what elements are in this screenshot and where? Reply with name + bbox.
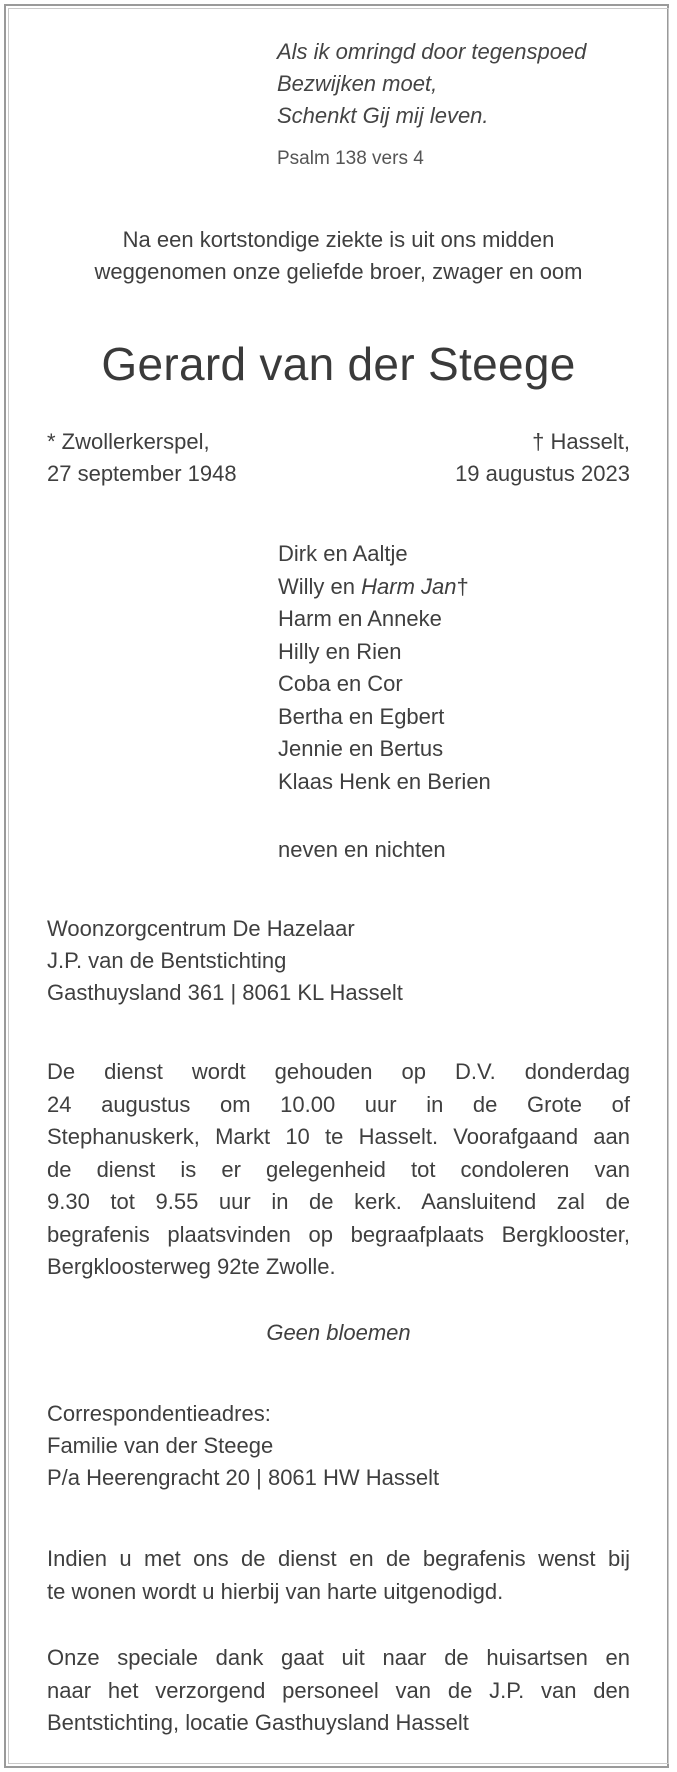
correspondence-address — [47, 1398, 439, 1494]
poem-quote — [277, 36, 586, 132]
address-line: J.P. van de Bentstichting — [47, 948, 287, 973]
invitation-text — [47, 1543, 630, 1608]
service-line: de dienst is er gelegenheid tot condoleren van — [47, 1156, 630, 1182]
birth-date: 27 september 1948 — [47, 461, 237, 486]
service-line: begrafenis plaatsvinden op begraafplaats Bergklooster, — [47, 1221, 630, 1247]
correspondence-line: Correspondentieadres: — [47, 1401, 271, 1426]
service-line: Stephanuskerk, Markt 10 te Hasselt. Voorafgaand aan — [47, 1124, 630, 1149]
family-member: Coba en Cor — [278, 671, 403, 696]
family-member — [278, 571, 491, 604]
family-member: Bertha en Egbert — [278, 703, 445, 729]
poem-line: Schenkt Gij mij leven. — [277, 103, 489, 128]
deceased-family-member: Harm Jan — [361, 573, 457, 599]
invitation-line: Indien u met ons de dienst en de begrafenis wenst bij — [47, 1546, 630, 1571]
thanks-line: Bentstichting, locatie Gasthuysland Hasselt — [47, 1710, 469, 1735]
invitation-line: te wonen wordt u hierbij van harte uitgenodigd. — [47, 1578, 504, 1604]
correspondence-line: Familie van der Steege — [47, 1433, 274, 1458]
address-line: Woonzorgcentrum De Hazelaar — [47, 916, 355, 941]
death-place: † Hasselt, — [532, 429, 630, 454]
thanks-text — [47, 1642, 630, 1740]
family-member: Jennie en Bertus — [278, 736, 444, 761]
intro-line: weggenomen onze geliefde broer, zwager en oom — [94, 259, 583, 284]
deceased-name: Gerard van der Steege — [101, 338, 576, 390]
service-line: Bergkloosterweg 92te Zwolle. — [47, 1254, 336, 1279]
family-list — [278, 538, 491, 798]
care-home-address — [47, 913, 403, 1009]
birth-place: * Zwollerkerspel, — [47, 429, 210, 454]
poem-line: Als ik omringd door tegenspoed — [277, 39, 587, 64]
thanks-line: Onze speciale dank gaat uit naar de huisartsen en — [47, 1645, 630, 1670]
poem-line: Bezwijken moet, — [277, 71, 438, 96]
family-member: Harm en Anneke — [278, 606, 442, 631]
birth-info — [47, 426, 237, 490]
death-info — [455, 426, 630, 490]
family-member: Klaas Henk en Berien — [278, 768, 491, 794]
service-line: De dienst wordt gehouden op D.V. donderdag — [47, 1059, 630, 1084]
family-member: Hilly en Rien — [278, 638, 402, 664]
address-line: Gasthuysland 361 | 8061 KL Hasselt — [47, 980, 403, 1005]
death-date: 19 augustus 2023 — [455, 461, 630, 486]
intro-text — [47, 224, 630, 288]
psalm-reference: Psalm 138 vers 4 — [277, 148, 424, 169]
relatives-line: neven en nichten — [278, 837, 446, 862]
service-line: 9.30 tot 9.55 uur in de kerk. Aansluitend zal de — [47, 1189, 630, 1214]
service-line: 24 augustus om 10.00 uur in de Grote of — [47, 1091, 630, 1117]
correspondence-line: P/a Heerengracht 20 | 8061 HW Hasselt — [47, 1465, 440, 1490]
family-member-name: Willy en — [278, 573, 356, 599]
family-member: Dirk en Aaltje — [278, 541, 408, 566]
no-flowers-note: Geen bloemen — [266, 1320, 411, 1345]
thanks-line: naar het verzorgend personeel van de J.P. van den — [47, 1677, 630, 1703]
service-details — [47, 1056, 630, 1284]
intro-line: Na een kortstondige ziekte is uit ons midden — [122, 227, 555, 252]
cross-mark: † — [456, 573, 469, 599]
